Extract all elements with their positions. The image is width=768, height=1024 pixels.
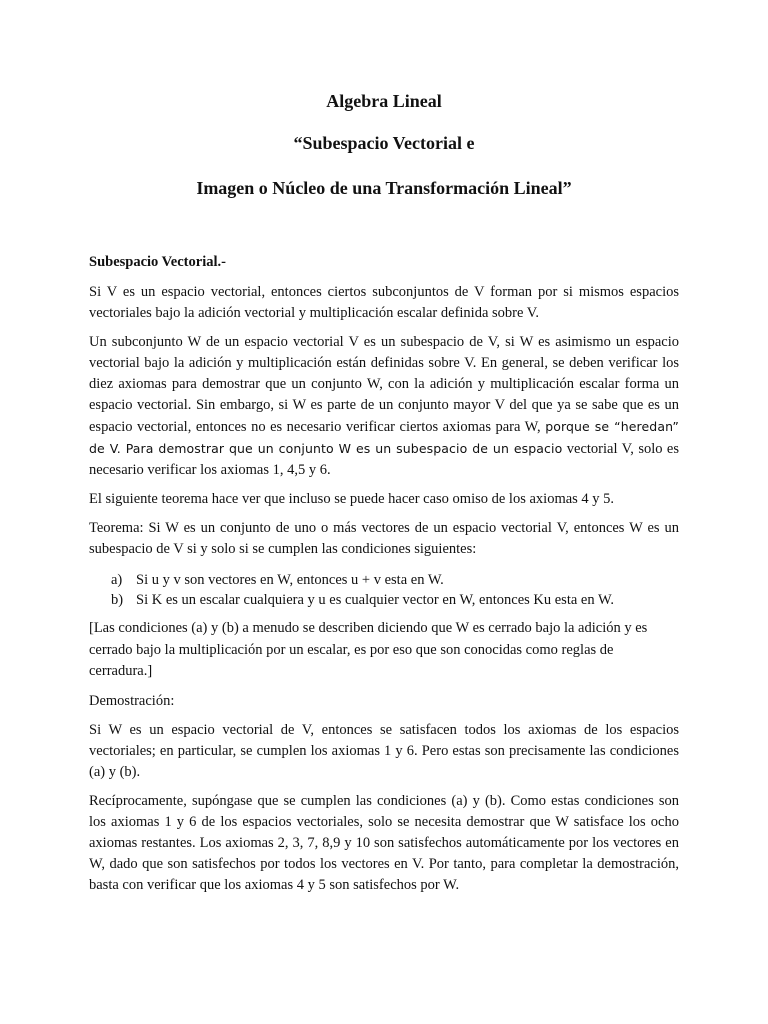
paragraph-proof-forward: Si W es un espacio vectorial de V, entonces se satisfacen todos los axiomas de los espacios vectoriales; en particular, se cumplen los axiomas 1 y 6. Pero estas son precisamente las condiciones (a) y (b). — [89, 721, 679, 780]
paragraph-subspace-definition-part-2: porque se “heredan” de V. Para demostrar que un conjunto W es un subespacio de un espacio — [89, 419, 679, 456]
list-item-text: Si u y v son vectores en W, entonces u + v esta en W. — [136, 572, 444, 588]
document-subtitle-line-1: “Subespacio Vectorial e — [293, 133, 475, 153]
list-marker: b) — [111, 592, 124, 608]
paragraph-subspace-definition-part-3: vectorial V, solo es necesario verificar los axiomas 1, 4,5 y 6. — [89, 441, 680, 478]
paragraph-theorem-intro: El siguiente teorema hace ver que incluso se puede hacer caso omiso de los axiomas 4 y 5. — [89, 491, 615, 507]
list-item — [111, 590, 679, 610]
paragraph-subspace-definition — [89, 332, 679, 481]
list-item — [111, 570, 679, 590]
document-subtitle-line-2: Imagen o Núcleo de una Transformación Lineal” — [196, 178, 572, 198]
paragraph-proof-heading: Demostración: — [89, 692, 175, 709]
paragraph-subspace-definition-part-1: Un subconjunto W de un espacio vectorial V es un subespacio de V, si W es asimismo un espacio vectorial bajo la adición y multiplicación están definidas sobre V. En general, se deben verificar los diez axiomas para demostrar que un conjunto W, con la adición y multiplicación escalar forma un espacio vectorial. Sin embargo, si W es parte de un conjunto mayor V del que ya se sabe que es un espacio vectorial, entonces no es necesario verificar ciertos axiomas para W, — [89, 334, 679, 435]
paragraph-proof-converse: Recíprocamente, supóngase que se cumplen las condiciones (a) y (b). Como estas condiciones son los axiomas 1 y 6 de los espacios vectoriales, solo se necesita demostrar que W satisface los ocho axiomas restantes. Los axiomas 2, 3, 7, 8,9 y 10 son satisfechos automáticamente por los vectores en W, dado que son satisfechos por todos los vectores en V. Por tanto, para completar la demostración, basta con verificar que los axiomas 4 y 5 son satisfechos por W. — [89, 792, 679, 893]
list-marker: a) — [111, 572, 123, 588]
section-heading: Subespacio Vectorial.- — [89, 254, 226, 270]
paragraph-intro: Si V es un espacio vectorial, entonces ciertos subconjuntos de V forman por si mismos espacios vectoriales bajo la adición vectorial y multiplicación escalar definida sobre V. — [89, 284, 679, 321]
conditions-list — [89, 570, 679, 610]
paragraph-theorem: Teorema: Si W es un conjunto de uno o más vectores de un espacio vectorial V, entonces W es un subespacio de V si y solo si se cumplen las condiciones siguientes: — [89, 520, 679, 557]
document-title: Algebra Lineal — [326, 91, 442, 111]
paragraph-closure-rules: [Las condiciones (a) y (b) a menudo se describen diciendo que W es cerrado bajo la adición y es cerrado bajo la multiplicación por un escalar, es por eso que son conocidas como reglas de cerradura.] — [89, 620, 648, 679]
list-item-text: Si K es un escalar cualquiera y u es cualquier vector en W, entonces Ku esta en W. — [136, 592, 614, 608]
document-page — [89, 88, 679, 896]
